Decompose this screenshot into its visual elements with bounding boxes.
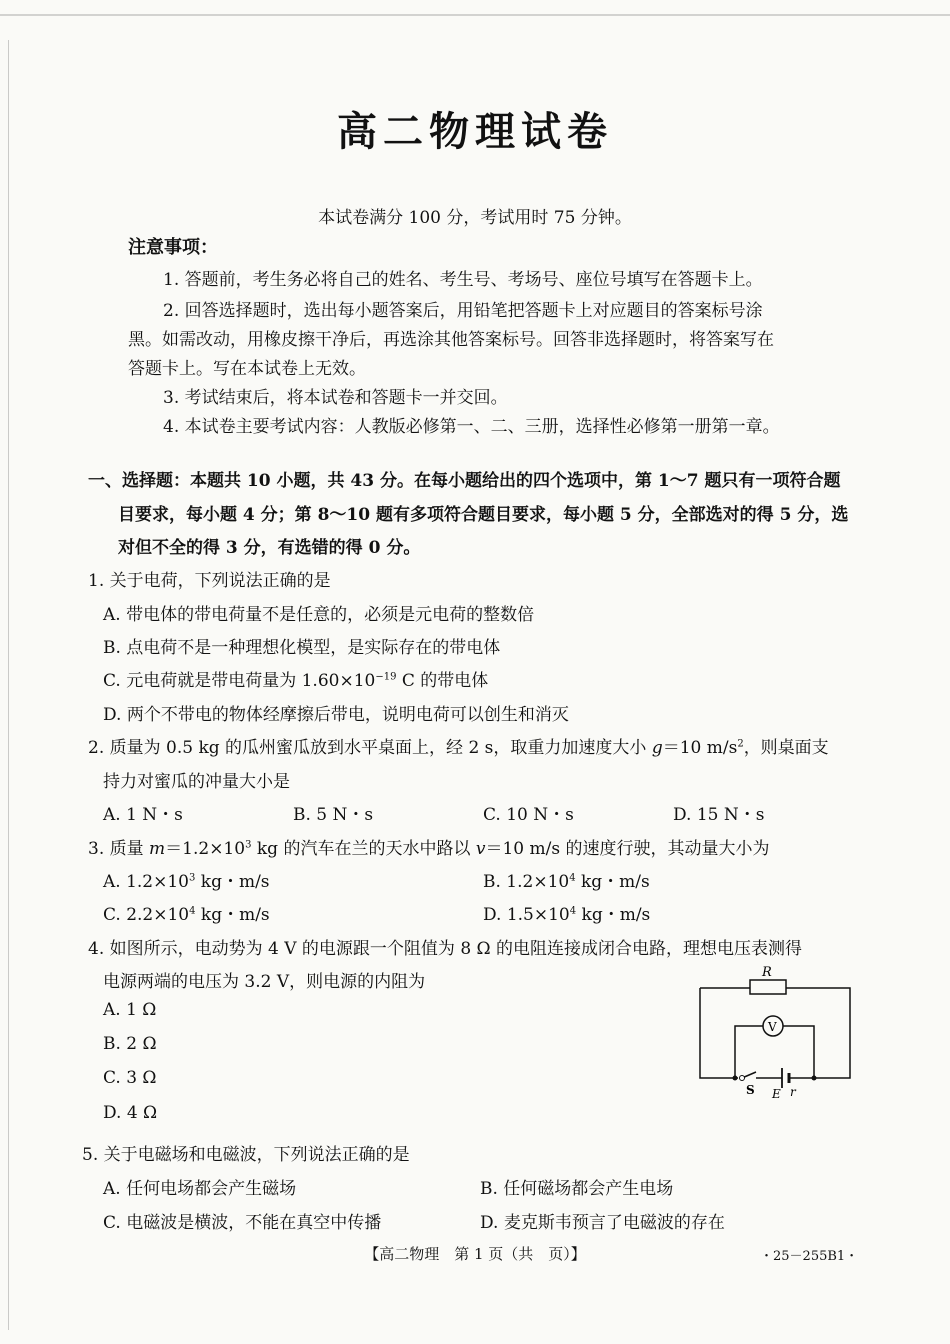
q3-option-d: D. $1.5\times 10^4$ kg・m/s: [483, 905, 651, 925]
scan-left-edge: [8, 40, 9, 1330]
question-5-stem: 5. 关于电磁场和电磁波，下列说法正确的是: [82, 1145, 410, 1165]
q3-option-c: C. $2.2\times 10^4$ kg・m/s: [103, 905, 270, 925]
scan-top-edge: [0, 14, 950, 16]
circuit-diagram: [690, 960, 865, 1100]
question-3-stem: 3. 质量 $m=1.2\times 10^3$ kg 的汽车在兰的天水中路以 v＝10 m/s 的速度行驶，其动量大小为: [88, 839, 770, 859]
q3-option-a: A. $1.2\times 10^3$ kg・m/s: [103, 872, 270, 892]
notice-item: 黑。如需改动，用橡皮擦干净后，再选涂其他答案标号。回答非选择题时，将答案写在: [128, 330, 774, 350]
question-4-stem: 4. 如图所示，电动势为 4 V 的电源跟一个阻值为 8 Ω 的电阻连接成闭合电路，理想电压表测得: [88, 939, 803, 959]
question-1-stem: 1. 关于电荷，下列说法正确的是: [88, 571, 331, 591]
notice-item: 答题卡上。写在本试卷上无效。: [128, 359, 366, 379]
q4-option-a: A. 1 Ω: [103, 1000, 157, 1020]
q2-option-c: C. 10 N・s: [483, 805, 574, 825]
resistor-r: [750, 980, 786, 994]
page-footer: 【高二物理 第 1 页（共 页）】: [364, 1245, 586, 1263]
q1-option-c: C. 元电荷就是带电荷量为 $1.60\times 10^{-19}$ C 的带电体: [103, 671, 489, 691]
notice-item: 1. 答题前，考生务必将自己的姓名、考生号、考场号、座位号填写在答题卡上。: [163, 270, 763, 290]
q4-option-d: D. 4 Ω: [103, 1103, 158, 1123]
q4-option-c: C. 3 Ω: [103, 1068, 157, 1088]
notice-heading: 注意事项：: [128, 237, 218, 258]
question-2-stem: 2. 质量为 0.5 kg 的瓜州蜜瓜放到水平桌面上，经 2 s，取重力加速度大小 g＝10 $m/s^2$，则桌面支: [88, 738, 829, 758]
question-2-stem-cont: 持力对蜜瓜的冲量大小是: [103, 772, 290, 792]
q5-option-a: A. 任何电场都会产生磁场: [103, 1179, 297, 1199]
emf-label: E: [772, 1087, 781, 1100]
q5-option-b: B. 任何磁场都会产生电场: [480, 1179, 674, 1199]
q2-option-b: B. 5 N・s: [293, 805, 374, 825]
switch-label: S: [746, 1083, 755, 1097]
notice-item: 3. 考试结束后，将本试卷和答题卡一并交回。: [163, 388, 508, 408]
resistor-label: R: [762, 965, 772, 980]
q2-option-a: A. 1 N・s: [103, 805, 183, 825]
paper-code: ・25－255B1・: [760, 1249, 859, 1264]
notice-item: 4. 本试卷主要考试内容：人教版必修第一、二、三册，选择性必修第一册第一章。: [163, 417, 780, 437]
q3-option-b: B. $1.2\times 10^4$ kg・m/s: [483, 872, 650, 892]
q5-option-c: C. 电磁波是横波，不能在真空中传播: [103, 1213, 382, 1233]
voltmeter-label: V: [768, 1020, 777, 1034]
section-heading-cont: 对但不全的得 3 分，有选错的得 0 分。: [118, 538, 421, 558]
q1-option-d: D. 两个不带电的物体经摩擦后带电，说明电荷可以创生和消灭: [103, 705, 569, 725]
exam-info: 本试卷满分 100 分，考试用时 75 分钟。: [318, 208, 632, 228]
q1-option-a: A. 带电体的带电荷量不是任意的，必须是元电荷的整数倍: [103, 605, 535, 625]
q4-option-b: B. 2 Ω: [103, 1034, 157, 1054]
q5-option-d: D. 麦克斯韦预言了电磁波的存在: [480, 1213, 725, 1233]
q1-option-b: B. 点电荷不是一种理想化模型，是实际存在的带电体: [103, 638, 501, 658]
section-heading-cont: 目要求，每小题 4 分；第 8～10 题有多项符合题目要求，每小题 5 分，全部选对的得 5 分，选: [118, 505, 849, 525]
notice-item: 2. 回答选择题时，选出每小题答案后，用铅笔把答题卡上对应题目的答案标号涂: [163, 301, 763, 321]
question-4-stem-cont: 电源两端的电压为 3.2 V，则电源的内阻为: [103, 972, 426, 992]
section-heading: 一、选择题：本题共 10 小题，共 43 分。在每小题给出的四个选项中，第 1～7 题只有一项符合题: [88, 471, 841, 491]
page-title: 高二物理试卷: [337, 108, 613, 155]
internal-resistance-label: r: [790, 1085, 796, 1099]
q2-option-d: D. 15 N・s: [673, 805, 765, 825]
